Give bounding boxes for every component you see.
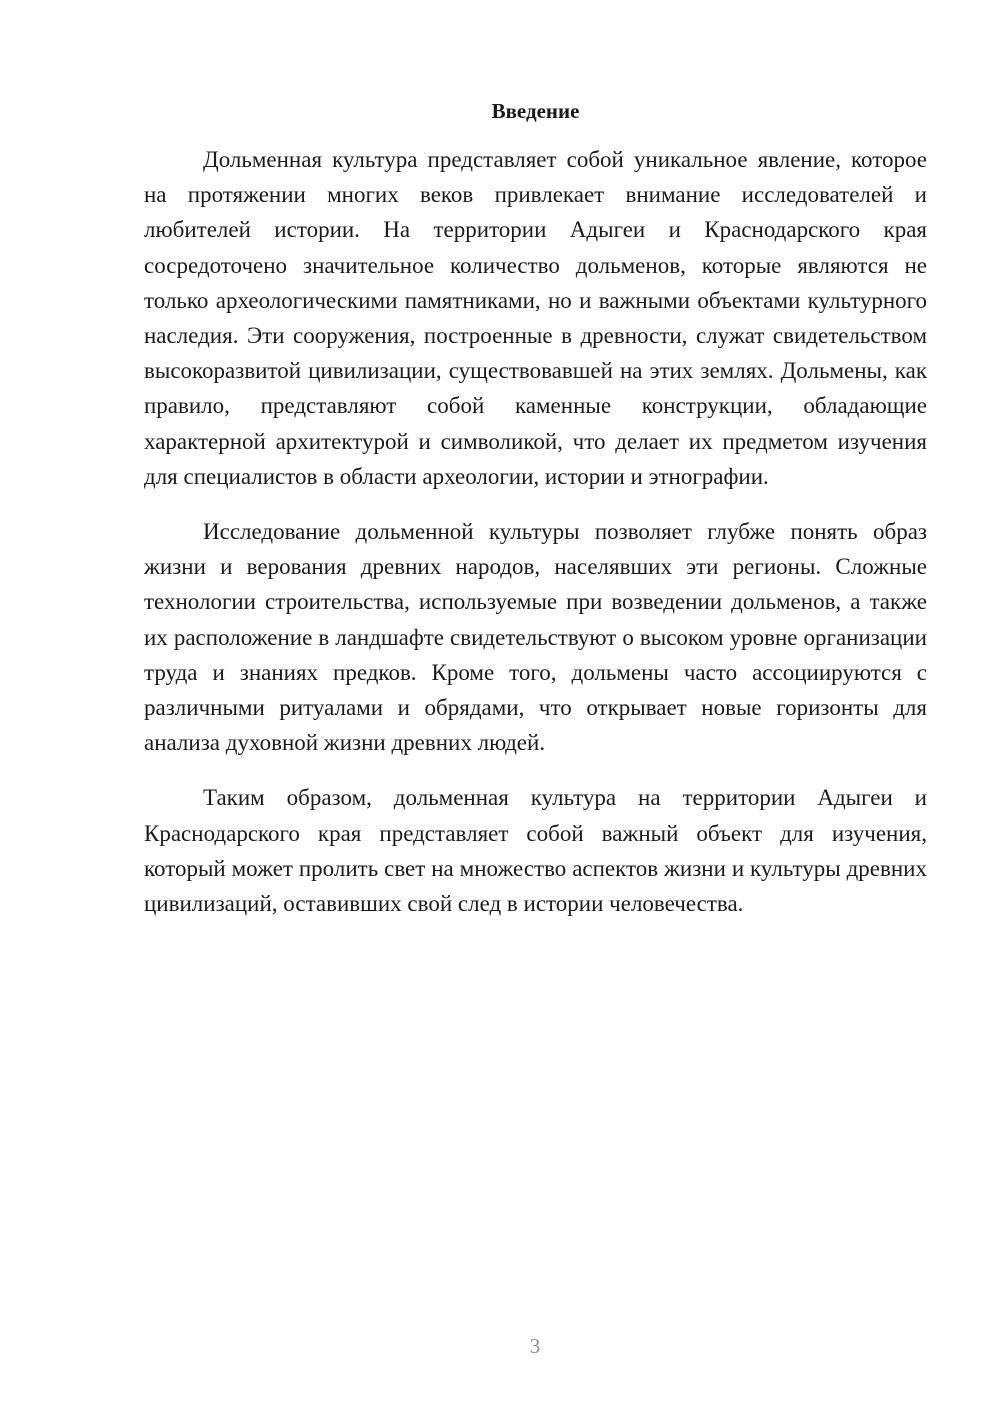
paragraph-2: Исследование дольменной культуры позволяет глубже понять образ жизни и верования древних народов, населявших эти регионы. Сложные технологии строительства, используемые при возведении дольменов, а также их расположение в ландшафте свидетельствуют о высоком уровне организации труда и знаниях предков. Кроме того, дольмены часто ассоциируются с различными ритуалами и обрядами, что открывает новые горизонты для анализа духовной жизни древних людей.: [144, 519, 927, 756]
paragraph-1: Дольменная культура представляет собой уникальное явление, которое на протяжении многих веков привлекает внимание исследователей и любителей истории. На территории Адыгеи и Краснодарского края сосредоточено значительное количество дольменов, которые являются не только археологическими памятниками, но и важными объектами культурного наследия. Эти сооружения, построенные в древности, служат свидетельством высокоразвитой цивилизации, существовавшей на этих землях. Дольмены, как правило, представляют собой каменные конструкции, обладающие характерной архитектурой и символикой, что делает их предметом изучения для специалистов в области археологии, истории и этнографии.: [144, 147, 927, 489]
body-text: [144, 142, 927, 941]
paragraph-3: Таким образом, дольменная культура на территории Адыгеи и Краснодарского края представляет собой важный объект для изучения, который может пролить свет на множество аспектов жизни и культуры древних цивилизаций, оставивших свой след в истории человечества.: [144, 785, 927, 917]
page-number: 3: [529, 1334, 541, 1358]
section-heading: Введение: [491, 99, 580, 123]
